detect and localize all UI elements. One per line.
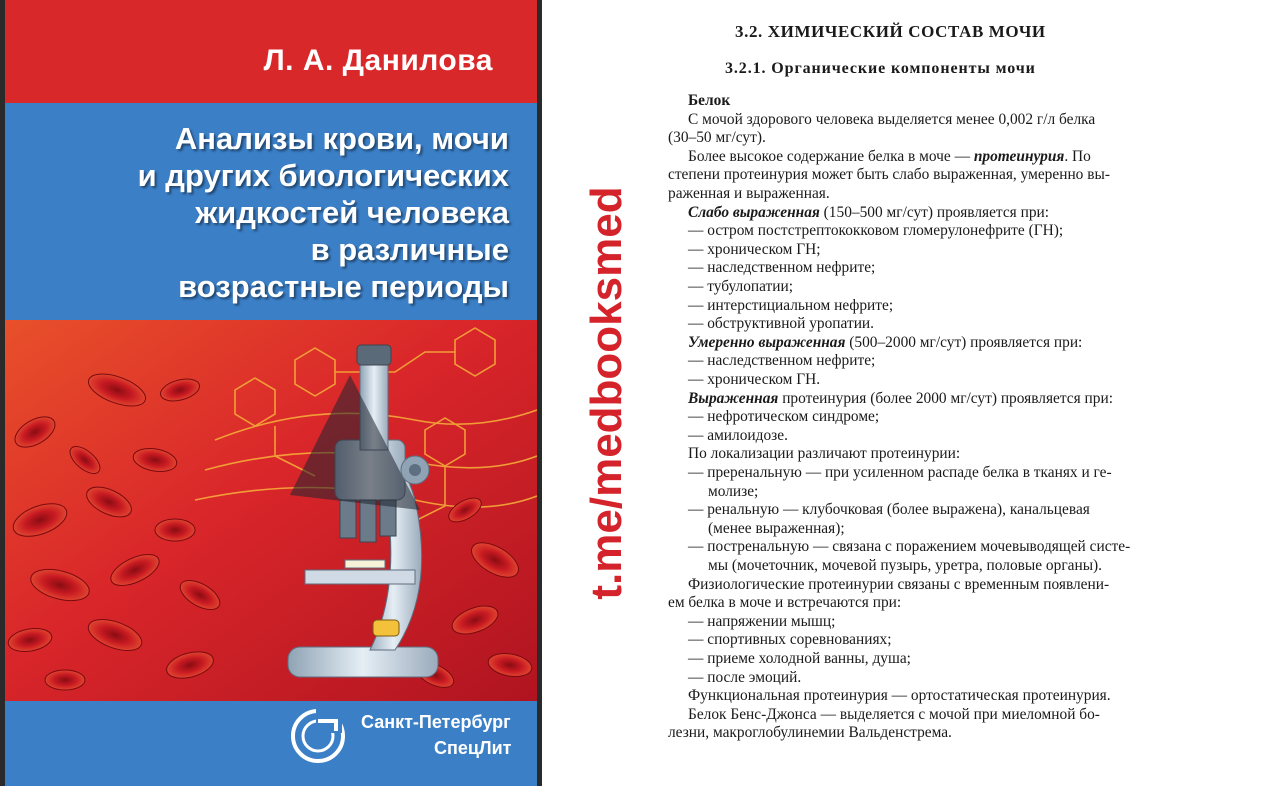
text-line: — интерстициальном нефрите;	[688, 296, 894, 314]
text-line	[688, 204, 1049, 222]
text-line: мы (мочеточник, мочевой пузырь, уретра, половые органы).	[708, 557, 1103, 574]
text-line: — наследственном нефрите;	[688, 352, 876, 370]
text-line	[688, 334, 1082, 352]
text-line: — ренальную — клубочковая (более выражена), канальцевая	[688, 501, 1090, 519]
text-line: — преренальную — при усиленном распаде белка в тканях и ге-	[688, 464, 1112, 481]
text-run: (500–2000 мг/сут) проявляется при:	[845, 333, 1083, 351]
cover-author: Л. А. Данилова	[263, 44, 493, 77]
text-line: Белок Бенс-Джонса — выделяется с мочой при миеломной бо-	[688, 705, 1100, 723]
text-line: — после эмоций.	[688, 668, 802, 686]
cover-inner	[5, 0, 537, 786]
text-line: — наследственном нефрите;	[688, 259, 876, 277]
text-line: — нефротическом синдроме;	[688, 408, 880, 426]
book-cover	[0, 0, 542, 786]
text-line: По локализации различают протеинурии:	[688, 445, 961, 463]
text-line: (менее выраженная);	[708, 519, 845, 537]
text-line: Физиологические протеинурии связаны с временным появлени-	[688, 575, 1110, 593]
subsection-heading: 3.2.1. Органические компоненты мочи	[725, 60, 1036, 77]
text-line: молизе;	[708, 482, 759, 500]
cover-title-line: жидкостей человека	[195, 195, 509, 230]
text-line: лезни, макроглобулинемии Вальденстрема.	[668, 724, 952, 742]
publisher-city: Санкт-Петербург	[361, 712, 511, 732]
text-line: степени протеинурия может быть слабо выраженная, умеренно вы-	[668, 166, 1110, 184]
text-line: — хроническом ГН.	[688, 371, 821, 388]
text-run: . По	[1064, 147, 1091, 165]
publisher-name: СпецЛит	[434, 738, 512, 758]
text-line	[688, 390, 1113, 408]
cover-title-line: возрастные периоды	[178, 269, 509, 304]
text-line: — амилоидозе.	[688, 426, 788, 444]
cover-title	[29, 120, 509, 305]
text-line: Белок	[688, 92, 731, 109]
microscope-illustration	[5, 320, 537, 701]
cover-title-line: в различные	[310, 232, 509, 267]
text-line: — приеме холодной ванны, душа;	[688, 650, 911, 667]
emphasis-term: Выраженная	[688, 389, 779, 407]
text-line: (30–50 мг/сут).	[668, 129, 766, 147]
text-line: — остром постстрептококковом гломерулонефрите (ГН);	[688, 222, 1064, 240]
text-line: Функциональная протеинурия — ортостатическая протеинурия.	[688, 687, 1111, 705]
text-line: — напряжении мышц;	[688, 612, 836, 630]
text-line: — спортивных соревнованиях;	[688, 631, 892, 649]
section-heading: 3.2. ХИМИЧЕСКИЙ СОСТАВ МОЧИ	[735, 22, 1046, 41]
text-line: — хроническом ГН;	[688, 240, 821, 258]
text-line: — постренальную — связана с поражением мочевыводящей систе-	[688, 538, 1131, 556]
cover-title-line: Анализы крови, мочи	[174, 121, 509, 156]
text-line	[688, 148, 1091, 166]
emphasis-term: Слабо выраженная	[688, 203, 820, 221]
text-run: (150–500 мг/сут) проявляется при:	[819, 203, 1050, 221]
text-run: протеинурия (более 2000 мг/сут) проявляется при:	[778, 389, 1113, 407]
text-line: — обструктивной уропатии.	[688, 315, 875, 333]
text-line: ем белка в моче и встречаются при:	[668, 594, 902, 612]
publisher-logo-icon	[288, 706, 348, 766]
emphasis-term: Умеренно выраженная	[688, 333, 846, 351]
text-line: раженная и выраженная.	[668, 185, 830, 202]
text-line: С мочой здорового человека выделяется менее 0,002 г/л белка	[688, 110, 1096, 128]
emphasis-term: протеинурия	[973, 147, 1065, 165]
watermark-text: t.me/medbooksmed	[582, 186, 631, 600]
cover-title-line: и других биологических	[137, 158, 509, 193]
text-line: — тубулопатии;	[688, 278, 794, 295]
text-run: Более высокое содержание белка в моче —	[688, 147, 974, 165]
